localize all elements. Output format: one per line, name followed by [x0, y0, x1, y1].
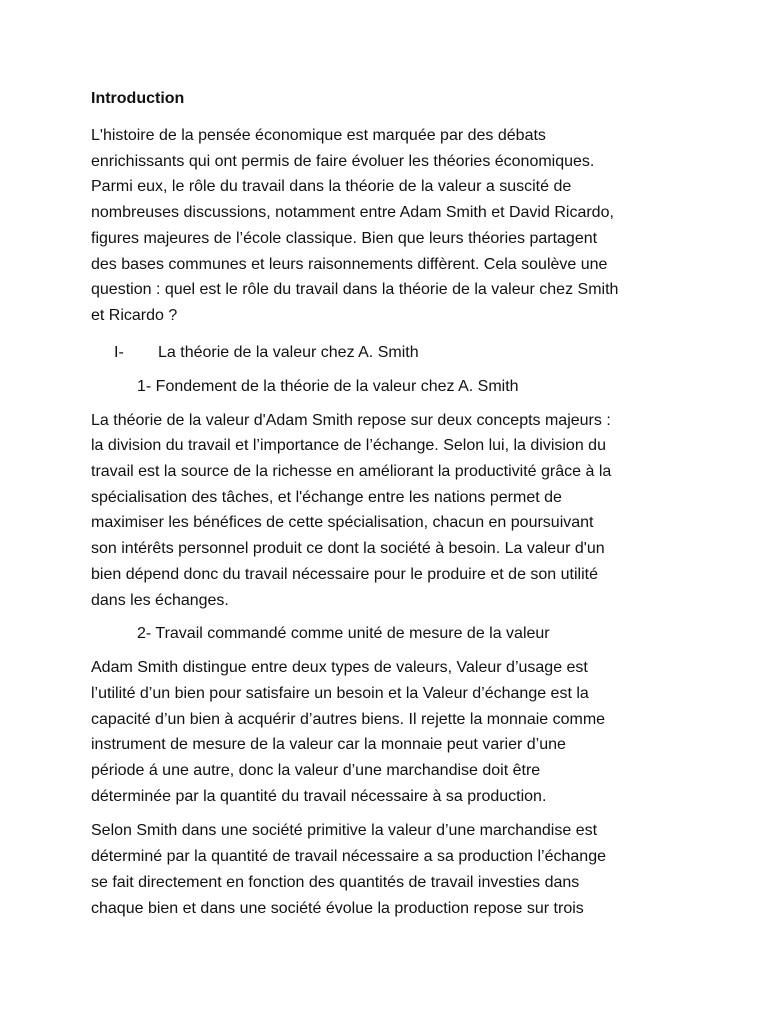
- section-number: I-: [114, 343, 124, 361]
- text-line: maximiser les bénéfices de cette spécialisation, chacun en poursuivant: [91, 514, 594, 532]
- text-line: La théorie de la valeur d'Adam Smith repose sur deux concepts majeurs :: [91, 411, 611, 429]
- text-line: figures majeures de l’école classique. Bien que leurs théories partagent: [91, 229, 598, 247]
- text-line: se fait directement en fonction des quantités de travail investies dans: [91, 873, 580, 891]
- section-title-text: La théorie de la valeur chez A. Smith: [158, 343, 419, 361]
- text-line: bien dépend donc du travail nécessaire pour le produire et de son utilité: [91, 565, 598, 583]
- text-line: l’utilité d’un bien pour satisfaire un besoin et la Valeur d’échange est la: [91, 684, 589, 702]
- text-line: chaque bien et dans une société évolue la production repose sur trois: [91, 899, 584, 917]
- text-line: dans les échanges.: [91, 591, 229, 609]
- text-line: période á une autre, donc la valeur d’une marchandise doit être: [91, 762, 541, 780]
- text-line: la division du travail et l’importance de l’échange. Selon lui, la division du: [91, 437, 606, 455]
- text-line: Selon Smith dans une société primitive la valeur d’une marchandise est: [91, 822, 598, 840]
- text-line: Parmi eux, le rôle du travail dans la théorie de la valeur a suscité de: [91, 178, 572, 196]
- subsection-1-paragraph: [91, 408, 678, 614]
- text-line: enrichissants qui ont permis de faire évoluer les théories économiques.: [91, 152, 595, 170]
- text-line: question : quel est le rôle du travail dans la théorie de la valeur chez Smith: [91, 281, 619, 299]
- text-line: des bases communes et leurs raisonnements diffèrent. Cela soulève une: [91, 255, 608, 273]
- text-line: capacité d’un bien à acquérir d’autres biens. Il rejette la monnaie comme: [91, 710, 606, 728]
- text-line: Adam Smith distingue entre deux types de valeurs, Valeur d’usage est: [91, 659, 588, 677]
- text-line: L'histoire de la pensée économique est marquée par des débats: [91, 127, 546, 144]
- text-line: travail est la source de la richesse en améliorant la productivité grâce à la: [91, 463, 612, 481]
- intro-paragraph: [91, 123, 678, 329]
- smith-primitive-society-paragraph: [91, 818, 678, 921]
- subsection-2-title: 2- Travail commandé comme unité de mesure de la valeur: [137, 625, 550, 643]
- text-line: et Ricardo ?: [91, 306, 178, 324]
- section-1-title: [91, 341, 678, 364]
- text-line: instrument de mesure de la valeur car la monnaie peut varier d’une: [91, 736, 566, 754]
- text-line: son intérêts personnel produit ce dont la société à besoin. La valeur d'un: [91, 540, 605, 558]
- text-line: nombreuses discussions, notamment entre Adam Smith et David Ricardo,: [91, 204, 614, 222]
- text-line: déterminée par la quantité du travail nécessaire à sa production.: [91, 787, 547, 805]
- subsection-2-paragraph: [91, 655, 678, 809]
- text-line: spécialisation des tâches, et l'échange entre les nations permet de: [91, 488, 562, 506]
- introduction-heading: Introduction: [91, 90, 185, 107]
- text-line: déterminé par la quantité de travail nécessaire a sa production l’échange: [91, 848, 606, 866]
- subsection-1-title: 1- Fondement de la théorie de la valeur chez A. Smith: [137, 377, 519, 395]
